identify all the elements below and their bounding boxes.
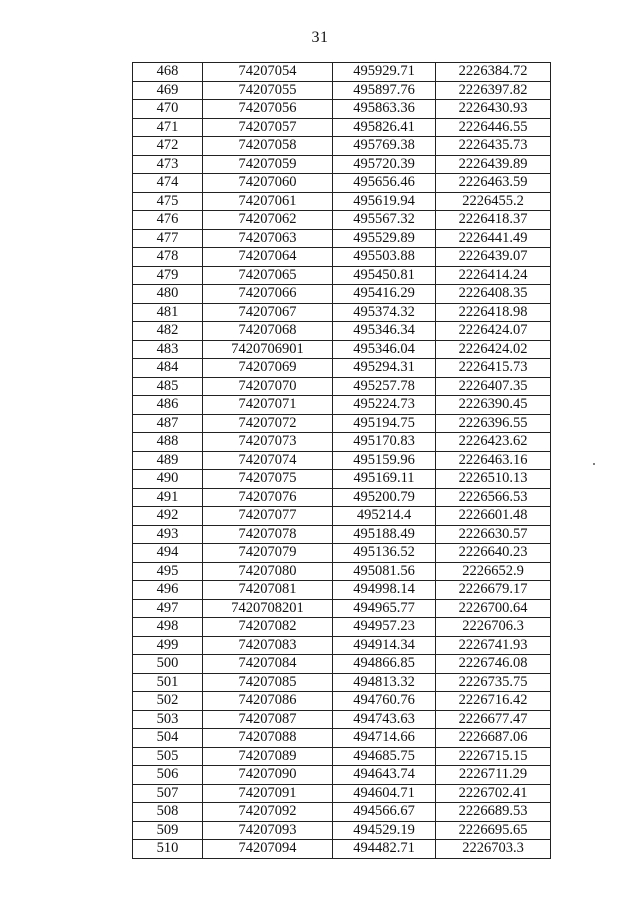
table-row (133, 118, 551, 137)
table-row (133, 784, 551, 803)
point-number-cell: 496 (133, 581, 203, 600)
point-number-cell: 492 (133, 507, 203, 526)
x-coordinate-cell: 495159.96 (333, 451, 436, 470)
x-coordinate-cell: 494813.32 (333, 673, 436, 692)
point-id-cell: 74207086 (203, 692, 333, 711)
x-coordinate-cell: 495503.88 (333, 248, 436, 267)
x-coordinate-cell: 495529.89 (333, 229, 436, 248)
point-number-cell: 471 (133, 118, 203, 137)
y-coordinate-cell: 2226630.57 (436, 525, 551, 544)
y-coordinate-cell: 2226408.35 (436, 285, 551, 304)
y-coordinate-cell: 2226430.93 (436, 100, 551, 119)
point-id-cell: 74207092 (203, 803, 333, 822)
y-coordinate-cell: 2226455.2 (436, 192, 551, 211)
table-row (133, 285, 551, 304)
point-id-cell: 74207056 (203, 100, 333, 119)
y-coordinate-cell: 2226439.07 (436, 248, 551, 267)
x-coordinate-cell: 494760.76 (333, 692, 436, 711)
table-row (133, 821, 551, 840)
point-number-cell: 495 (133, 562, 203, 581)
x-coordinate-cell: 495346.34 (333, 322, 436, 341)
y-coordinate-cell: 2226463.16 (436, 451, 551, 470)
table-row (133, 433, 551, 452)
table-row (133, 192, 551, 211)
x-coordinate-cell: 494743.63 (333, 710, 436, 729)
page-number: 31 (311, 29, 329, 46)
x-coordinate-cell: 494914.34 (333, 636, 436, 655)
point-id-cell: 74207057 (203, 118, 333, 137)
x-coordinate-cell: 495214.4 (333, 507, 436, 526)
x-coordinate-cell: 495450.81 (333, 266, 436, 285)
y-coordinate-cell: 2226418.98 (436, 303, 551, 322)
y-coordinate-cell: 2226735.75 (436, 673, 551, 692)
table-row (133, 359, 551, 378)
point-number-cell: 499 (133, 636, 203, 655)
table-row (133, 710, 551, 729)
point-id-cell: 74207080 (203, 562, 333, 581)
point-number-cell: 507 (133, 784, 203, 803)
table-row (133, 673, 551, 692)
x-coordinate-cell: 495567.32 (333, 211, 436, 230)
point-id-cell: 74207054 (203, 63, 333, 82)
table-row (133, 322, 551, 341)
x-coordinate-cell: 495200.79 (333, 488, 436, 507)
y-coordinate-cell: 2226687.06 (436, 729, 551, 748)
x-coordinate-cell: 494714.66 (333, 729, 436, 748)
point-id-cell: 74207093 (203, 821, 333, 840)
point-id-cell: 74207074 (203, 451, 333, 470)
table-row (133, 137, 551, 156)
point-id-cell: 74207088 (203, 729, 333, 748)
table-row (133, 248, 551, 267)
table-row (133, 303, 551, 322)
table-row (133, 451, 551, 470)
point-number-cell: 493 (133, 525, 203, 544)
x-coordinate-cell: 495170.83 (333, 433, 436, 452)
x-coordinate-cell: 494685.75 (333, 747, 436, 766)
point-id-cell: 74207089 (203, 747, 333, 766)
x-coordinate-cell: 495929.71 (333, 63, 436, 82)
point-id-cell: 74207078 (203, 525, 333, 544)
x-coordinate-cell: 495769.38 (333, 137, 436, 156)
point-number-cell: 487 (133, 414, 203, 433)
x-coordinate-cell: 495188.49 (333, 525, 436, 544)
point-number-cell: 481 (133, 303, 203, 322)
x-coordinate-cell: 495346.04 (333, 340, 436, 359)
point-id-cell: 74207081 (203, 581, 333, 600)
point-number-cell: 498 (133, 618, 203, 637)
x-coordinate-cell: 494529.19 (333, 821, 436, 840)
y-coordinate-cell: 2226711.29 (436, 766, 551, 785)
y-coordinate-cell: 2226601.48 (436, 507, 551, 526)
y-coordinate-cell: 2226715.15 (436, 747, 551, 766)
y-coordinate-cell: 2226652.9 (436, 562, 551, 581)
table-row (133, 340, 551, 359)
x-coordinate-cell: 495194.75 (333, 414, 436, 433)
point-number-cell: 486 (133, 396, 203, 415)
point-id-cell: 74207090 (203, 766, 333, 785)
x-coordinate-cell: 495257.78 (333, 377, 436, 396)
point-id-cell: 74207094 (203, 840, 333, 859)
table-row (133, 618, 551, 637)
coordinates-table-body (133, 63, 551, 859)
x-coordinate-cell: 495720.39 (333, 155, 436, 174)
x-coordinate-cell: 494866.85 (333, 655, 436, 674)
point-number-cell: 494 (133, 544, 203, 563)
table-row (133, 840, 551, 859)
point-number-cell: 504 (133, 729, 203, 748)
point-id-cell: 74207076 (203, 488, 333, 507)
x-coordinate-cell: 494998.14 (333, 581, 436, 600)
y-coordinate-cell: 2226463.59 (436, 174, 551, 193)
point-number-cell: 475 (133, 192, 203, 211)
point-id-cell: 74207062 (203, 211, 333, 230)
table-row (133, 155, 551, 174)
table-row (133, 599, 551, 618)
point-number-cell: 479 (133, 266, 203, 285)
coordinates-table (132, 62, 551, 859)
point-number-cell: 502 (133, 692, 203, 711)
point-number-cell: 490 (133, 470, 203, 489)
point-number-cell: 491 (133, 488, 203, 507)
y-coordinate-cell: 2226446.55 (436, 118, 551, 137)
table-row (133, 266, 551, 285)
table-row (133, 81, 551, 100)
point-id-cell: 74207068 (203, 322, 333, 341)
point-id-cell: 74207064 (203, 248, 333, 267)
point-id-cell: 74207070 (203, 377, 333, 396)
point-id-cell: 74207079 (203, 544, 333, 563)
y-coordinate-cell: 2226700.64 (436, 599, 551, 618)
table-row (133, 507, 551, 526)
table-row (133, 562, 551, 581)
table-row (133, 525, 551, 544)
table-row (133, 544, 551, 563)
x-coordinate-cell: 495374.32 (333, 303, 436, 322)
table-row (133, 229, 551, 248)
table-row (133, 100, 551, 119)
x-coordinate-cell: 495169.11 (333, 470, 436, 489)
table-row (133, 636, 551, 655)
y-coordinate-cell: 2226746.08 (436, 655, 551, 674)
y-coordinate-cell: 2226695.65 (436, 821, 551, 840)
x-coordinate-cell: 494643.74 (333, 766, 436, 785)
point-id-cell: 74207075 (203, 470, 333, 489)
point-number-cell: 509 (133, 821, 203, 840)
point-id-cell: 7420708201 (203, 599, 333, 618)
point-number-cell: 484 (133, 359, 203, 378)
y-coordinate-cell: 2226566.53 (436, 488, 551, 507)
point-number-cell: 469 (133, 81, 203, 100)
point-id-cell: 74207073 (203, 433, 333, 452)
table-row (133, 377, 551, 396)
table-row (133, 729, 551, 748)
point-number-cell: 474 (133, 174, 203, 193)
table-row (133, 174, 551, 193)
point-number-cell: 482 (133, 322, 203, 341)
point-id-cell: 74207060 (203, 174, 333, 193)
y-coordinate-cell: 2226414.24 (436, 266, 551, 285)
x-coordinate-cell: 495619.94 (333, 192, 436, 211)
point-number-cell: 501 (133, 673, 203, 692)
y-coordinate-cell: 2226677.47 (436, 710, 551, 729)
point-number-cell: 500 (133, 655, 203, 674)
point-number-cell: 476 (133, 211, 203, 230)
point-number-cell: 489 (133, 451, 203, 470)
point-number-cell: 478 (133, 248, 203, 267)
point-number-cell: 505 (133, 747, 203, 766)
point-number-cell: 488 (133, 433, 203, 452)
y-coordinate-cell: 2226384.72 (436, 63, 551, 82)
table-row (133, 581, 551, 600)
point-number-cell: 473 (133, 155, 203, 174)
y-coordinate-cell: 2226423.62 (436, 433, 551, 452)
y-coordinate-cell: 2226397.82 (436, 81, 551, 100)
y-coordinate-cell: 2226703.3 (436, 840, 551, 859)
y-coordinate-cell: 2226439.89 (436, 155, 551, 174)
table-row (133, 396, 551, 415)
x-coordinate-cell: 495081.56 (333, 562, 436, 581)
y-coordinate-cell: 2226441.49 (436, 229, 551, 248)
point-id-cell: 74207085 (203, 673, 333, 692)
x-coordinate-cell: 495897.76 (333, 81, 436, 100)
y-coordinate-cell: 2226716.42 (436, 692, 551, 711)
y-coordinate-cell: 2226407.35 (436, 377, 551, 396)
point-id-cell: 74207061 (203, 192, 333, 211)
point-number-cell: 483 (133, 340, 203, 359)
point-number-cell: 485 (133, 377, 203, 396)
y-coordinate-cell: 2226689.53 (436, 803, 551, 822)
point-number-cell: 470 (133, 100, 203, 119)
table-row (133, 414, 551, 433)
x-coordinate-cell: 494482.71 (333, 840, 436, 859)
y-coordinate-cell: 2226640.23 (436, 544, 551, 563)
x-coordinate-cell: 495416.29 (333, 285, 436, 304)
x-coordinate-cell: 494957.23 (333, 618, 436, 637)
point-id-cell: 74207082 (203, 618, 333, 637)
x-coordinate-cell: 495656.46 (333, 174, 436, 193)
y-coordinate-cell: 2226418.37 (436, 211, 551, 230)
y-coordinate-cell: 2226390.45 (436, 396, 551, 415)
table-row (133, 63, 551, 82)
point-number-cell: 497 (133, 599, 203, 618)
point-id-cell: 74207087 (203, 710, 333, 729)
scan-speck (593, 463, 595, 465)
table-row (133, 211, 551, 230)
point-id-cell: 74207083 (203, 636, 333, 655)
point-number-cell: 480 (133, 285, 203, 304)
point-id-cell: 74207072 (203, 414, 333, 433)
point-number-cell: 477 (133, 229, 203, 248)
x-coordinate-cell: 494604.71 (333, 784, 436, 803)
point-number-cell: 506 (133, 766, 203, 785)
table-row (133, 470, 551, 489)
y-coordinate-cell: 2226706.3 (436, 618, 551, 637)
table-row (133, 747, 551, 766)
y-coordinate-cell: 2226435.73 (436, 137, 551, 156)
y-coordinate-cell: 2226702.41 (436, 784, 551, 803)
point-id-cell: 74207067 (203, 303, 333, 322)
point-id-cell: 74207084 (203, 655, 333, 674)
point-id-cell: 74207055 (203, 81, 333, 100)
point-id-cell: 74207058 (203, 137, 333, 156)
table-row (133, 766, 551, 785)
point-number-cell: 472 (133, 137, 203, 156)
point-id-cell: 7420706901 (203, 340, 333, 359)
x-coordinate-cell: 495294.31 (333, 359, 436, 378)
point-id-cell: 74207091 (203, 784, 333, 803)
point-number-cell: 468 (133, 63, 203, 82)
table-row (133, 655, 551, 674)
point-id-cell: 74207069 (203, 359, 333, 378)
x-coordinate-cell: 494965.77 (333, 599, 436, 618)
x-coordinate-cell: 495224.73 (333, 396, 436, 415)
table-row (133, 803, 551, 822)
table-row (133, 692, 551, 711)
point-id-cell: 74207065 (203, 266, 333, 285)
point-id-cell: 74207077 (203, 507, 333, 526)
point-id-cell: 74207071 (203, 396, 333, 415)
x-coordinate-cell: 495863.36 (333, 100, 436, 119)
point-number-cell: 508 (133, 803, 203, 822)
y-coordinate-cell: 2226679.17 (436, 581, 551, 600)
y-coordinate-cell: 2226415.73 (436, 359, 551, 378)
y-coordinate-cell: 2226424.02 (436, 340, 551, 359)
point-id-cell: 74207066 (203, 285, 333, 304)
y-coordinate-cell: 2226424.07 (436, 322, 551, 341)
x-coordinate-cell: 495136.52 (333, 544, 436, 563)
y-coordinate-cell: 2226396.55 (436, 414, 551, 433)
point-number-cell: 510 (133, 840, 203, 859)
x-coordinate-cell: 494566.67 (333, 803, 436, 822)
point-number-cell: 503 (133, 710, 203, 729)
y-coordinate-cell: 2226741.93 (436, 636, 551, 655)
point-id-cell: 74207063 (203, 229, 333, 248)
point-id-cell: 74207059 (203, 155, 333, 174)
table-row (133, 488, 551, 507)
x-coordinate-cell: 495826.41 (333, 118, 436, 137)
y-coordinate-cell: 2226510.13 (436, 470, 551, 489)
